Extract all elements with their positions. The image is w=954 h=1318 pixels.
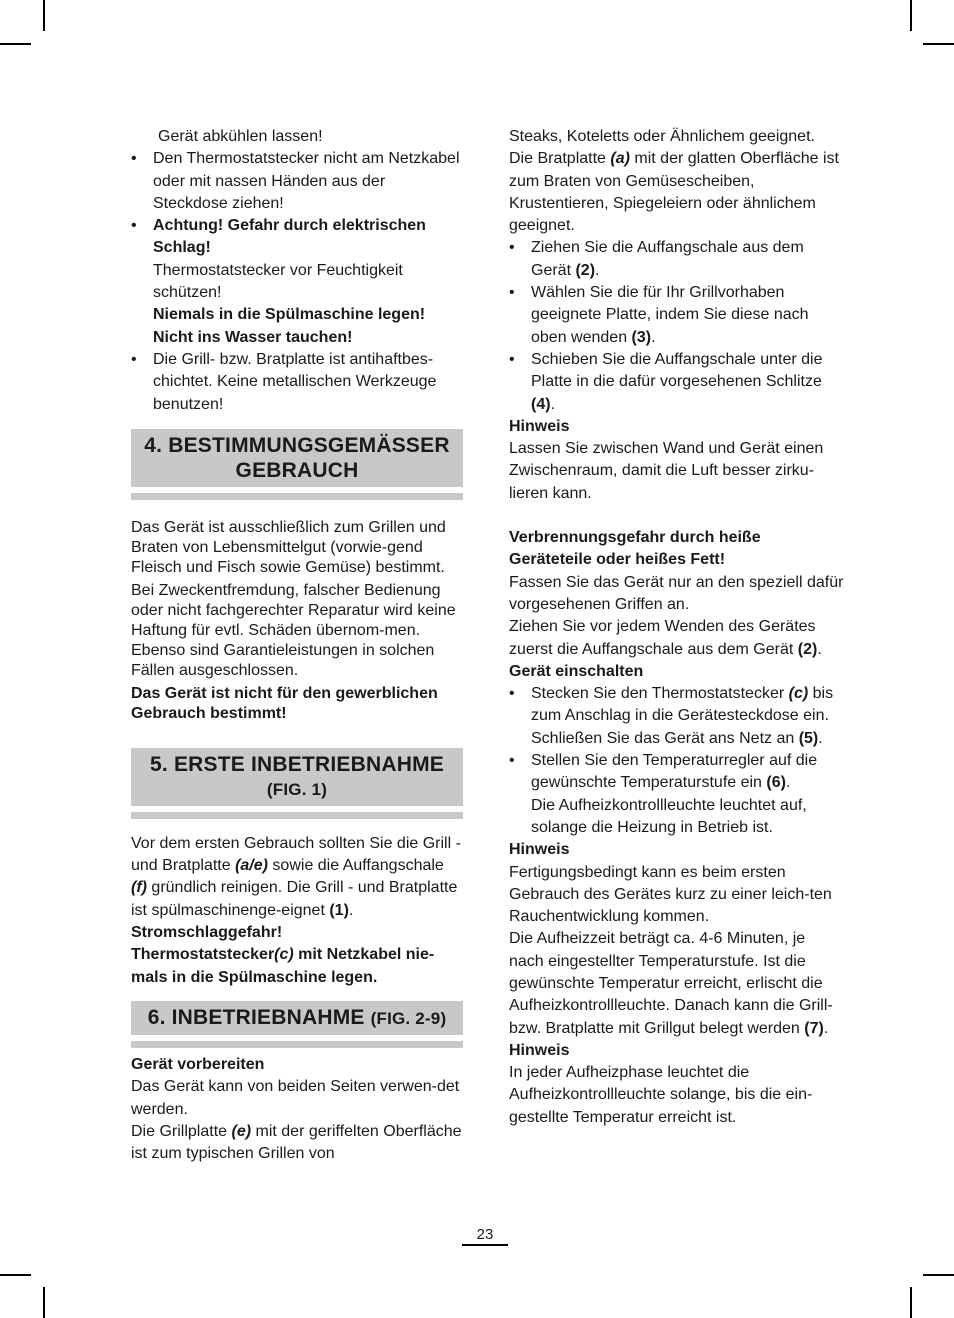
warning-text: Thermostatstecker(c) mit Netzkabel nie-mals in die Spülmaschine legen. [131, 946, 435, 986]
warning-text: Verbrennungsgefahr durch heiße [509, 529, 761, 547]
list-item [131, 215, 463, 349]
list-item: • Schieben Sie die Auffangschale unter die Platte in die dafür vorgesehenen Schlitze (4). [509, 349, 844, 416]
section-divider [131, 493, 463, 500]
section-4-body [131, 518, 463, 724]
right-column [509, 126, 844, 1129]
paragraph: Die Grillplatte (e) mit der geriffelten Oberfläche ist zum typischen Grillen von [131, 1122, 462, 1163]
list-item: • Stellen Sie den Temperaturregler auf die gewünschte Temperaturstufe ein (6). Die Aufheizkontrollleuchte leuchtet auf, solange die Heizung in Betrieb ist. [509, 750, 844, 839]
paragraph: Lassen Sie zwischen Wand und Gerät einen Zwischenraum, damit die Luft besser zirku-lieren kann. [509, 440, 824, 502]
note-heading: Hinweis [509, 841, 570, 859]
section-divider [131, 1041, 463, 1048]
section-heading-4: 4. BESTIMMUNGSGEMÄSSER GEBRAUCH [131, 429, 463, 487]
body-text: Thermostatstecker vor Feuchtigkeit schützen! [153, 261, 403, 302]
page-number: 23 [476, 1226, 494, 1243]
paragraph: Steaks, Koteletts oder Ähnlichem geeignet. [509, 128, 815, 145]
continued-text: Gerät abkühlen lassen! [158, 128, 323, 145]
paragraph: Vor dem ersten Gebrauch sollten Sie die Grill - und Bratplatte (a/e) sowie die Auffangschale (f) gründlich reinigen. Die Grill - und Bratplatte ist spülmaschinenge-eignet (1). [131, 834, 461, 919]
list-item: • Stecken Sie den Thermostatstecker (c) bis zum Anschlag in die Gerätesteckdose ein. Schließen Sie das Gerät ans Netz an (5). [509, 683, 844, 750]
section-divider [131, 812, 463, 819]
note-heading: Hinweis [509, 1041, 570, 1059]
section-heading-6: 6. INBETRIEBNAHME (FIG. 2-9) [131, 1001, 463, 1035]
warning-text: Stromschlaggefahr! [131, 924, 283, 942]
paragraph: In jeder Aufheizphase leuchtet die Aufheizkontrollleuchte solange, bis die ein-gestellte Temperatur erreicht ist. [509, 1064, 813, 1126]
warning-text: Nicht ins Wasser tauchen! [153, 328, 353, 346]
list-item: • Wählen Sie die für Ihr Grillvorhaben geeignete Platte, indem Sie diese nach oben wenden (3). [509, 282, 844, 349]
crop-mark [910, 1287, 912, 1318]
paragraph: Fertigungsbedingt kann es beim ersten Gebrauch des Gerätes kurz zu einer leich-ten Rauchentwicklung kommen. [509, 863, 832, 926]
crop-mark [0, 43, 31, 45]
warning-text: Niemals in die Spülmaschine legen! [153, 306, 426, 324]
safety-list [131, 148, 463, 416]
subheading: Gerät einschalten [509, 662, 644, 680]
paragraph: Das Gerät ist ausschließlich zum Grillen und Braten von Lebensmittelgut (vorwie-gend Fleisch und Fisch sowie Gemüse) bestimmt. [131, 518, 446, 576]
paragraph: Die Aufheizzeit beträgt ca. 4-6 Minuten, je nach eingestellter Temperaturstufe. Ist die gewünschte Temperatur erreicht, erlischt die Aufheizkontrollleuchte. Danach kann die Grill- bzw. Bratplatte mit Grillgut belegt werden (7). [509, 930, 833, 1037]
crop-mark [0, 1274, 31, 1276]
paragraph: Bei Zweckentfremdung, falscher Bedienung oder nicht fachgerechter Reparatur wird keine Haftung für evtl. Schäden übernom-men. Ebenso sind Garantieleistungen in solchen Fällen ausgeschlossen. [131, 581, 456, 679]
crop-mark [43, 1287, 45, 1318]
paragraph: Fassen Sie das Gerät nur an den speziell dafür vorgesehenen Griffen an. [509, 573, 844, 613]
list-item: • Den Thermostatstecker nicht am Netzkabel oder mit nassen Händen aus der Steckdose ziehen! [131, 148, 463, 215]
preparation-list [509, 237, 844, 415]
paragraph: Die Bratplatte (a) mit der glatten Oberfläche ist zum Braten von Gemüsescheiben, Krustentieren, Spiegeleiern oder ähnlichem geeignet. [509, 150, 839, 235]
warning-text: Geräteteile oder heißes Fett! [509, 551, 726, 569]
paragraph: Das Gerät ist nicht für den gewerblichen Gebrauch bestimmt! [131, 684, 438, 722]
subheading: Gerät vorbereiten [131, 1055, 265, 1073]
crop-mark [923, 43, 954, 45]
paragraph: Das Gerät kann von beiden Seiten verwen-det werden. [131, 1078, 460, 1118]
note-heading: Hinweis [509, 417, 570, 435]
crop-mark [923, 1274, 954, 1276]
section-heading-5: 5. ERSTE INBETRIEBNAHME (FIG. 1) [131, 748, 463, 806]
switch-on-list [509, 683, 844, 839]
paragraph: Ziehen Sie vor jedem Wenden des Gerätes zuerst die Auffangschale aus dem Gerät (2). [509, 618, 822, 658]
page-number-underline [462, 1244, 508, 1246]
crop-mark [43, 0, 45, 31]
left-column [131, 126, 463, 1165]
list-item: • Die Grill- bzw. Bratplatte ist antihaftbes-chichtet. Keine metallischen Werkzeuge benutzen! [131, 349, 463, 416]
list-item: • Ziehen Sie die Auffangschale aus dem Gerät (2). [509, 237, 844, 282]
warning-text: • Achtung! Gefahr durch elektrischen Schlag! [153, 217, 426, 257]
crop-mark [910, 0, 912, 31]
